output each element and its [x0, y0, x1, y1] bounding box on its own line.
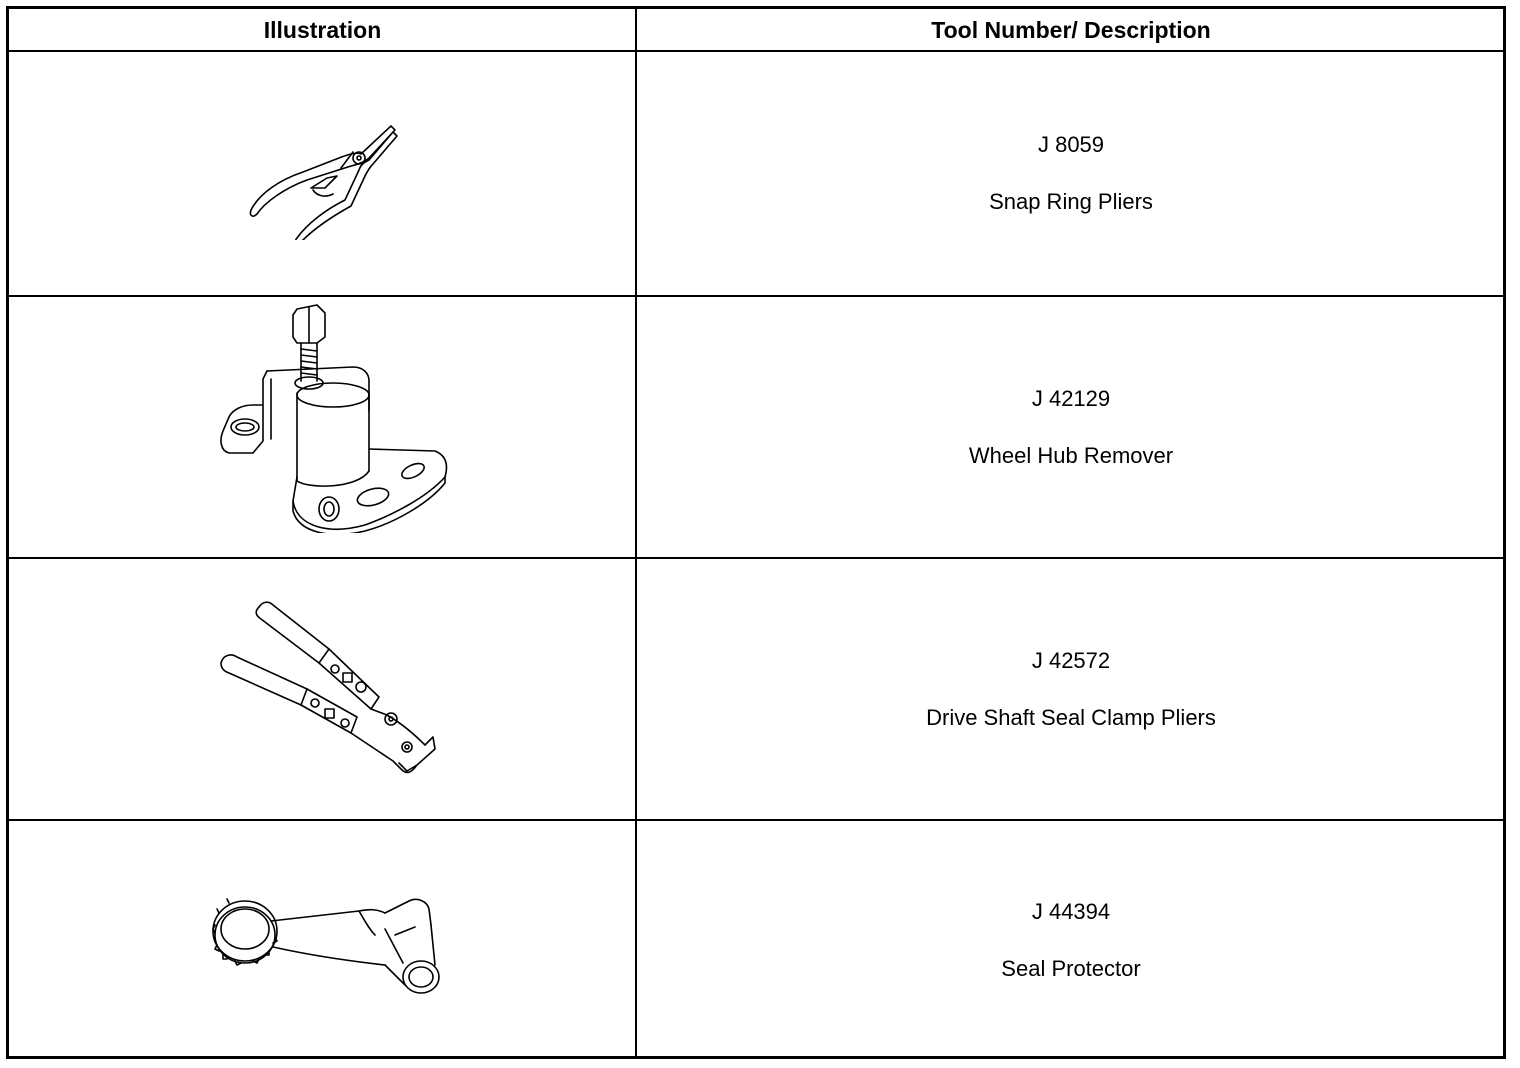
description-cell	[636, 297, 1506, 557]
illustration-cell	[9, 297, 636, 557]
illustration-cell	[9, 52, 636, 295]
tool-number: J 44394	[1031, 898, 1111, 924]
table-row	[9, 297, 1503, 557]
description-cell	[636, 52, 1506, 295]
illustration-cell	[9, 559, 636, 819]
description-cell	[636, 821, 1506, 1059]
wheel-hub-remover-icon	[213, 301, 449, 533]
tool-table	[6, 6, 1506, 1059]
illustration-cell	[9, 821, 636, 1059]
table-row	[9, 821, 1503, 1059]
header-description: Tool Number/ Description	[931, 16, 1211, 43]
tool-number: J 42572	[1031, 647, 1111, 673]
seal-protector-icon	[209, 885, 441, 1001]
seal-clamp-pliers-icon	[211, 597, 437, 781]
tool-name: Drive Shaft Seal Clamp Pliers	[926, 704, 1216, 730]
tool-name: Snap Ring Pliers	[989, 189, 1153, 214]
description-cell	[636, 559, 1506, 819]
tool-number: J 8059	[1037, 132, 1105, 157]
snap-ring-pliers-icon	[241, 110, 401, 240]
tool-name: Wheel Hub Remover	[968, 442, 1174, 468]
tool-number: J 42129	[1031, 385, 1111, 411]
tool-name: Seal Protector	[1001, 955, 1141, 981]
header-illustration: Illustration	[263, 16, 382, 43]
table-row	[9, 52, 1503, 295]
table-row	[9, 559, 1503, 819]
